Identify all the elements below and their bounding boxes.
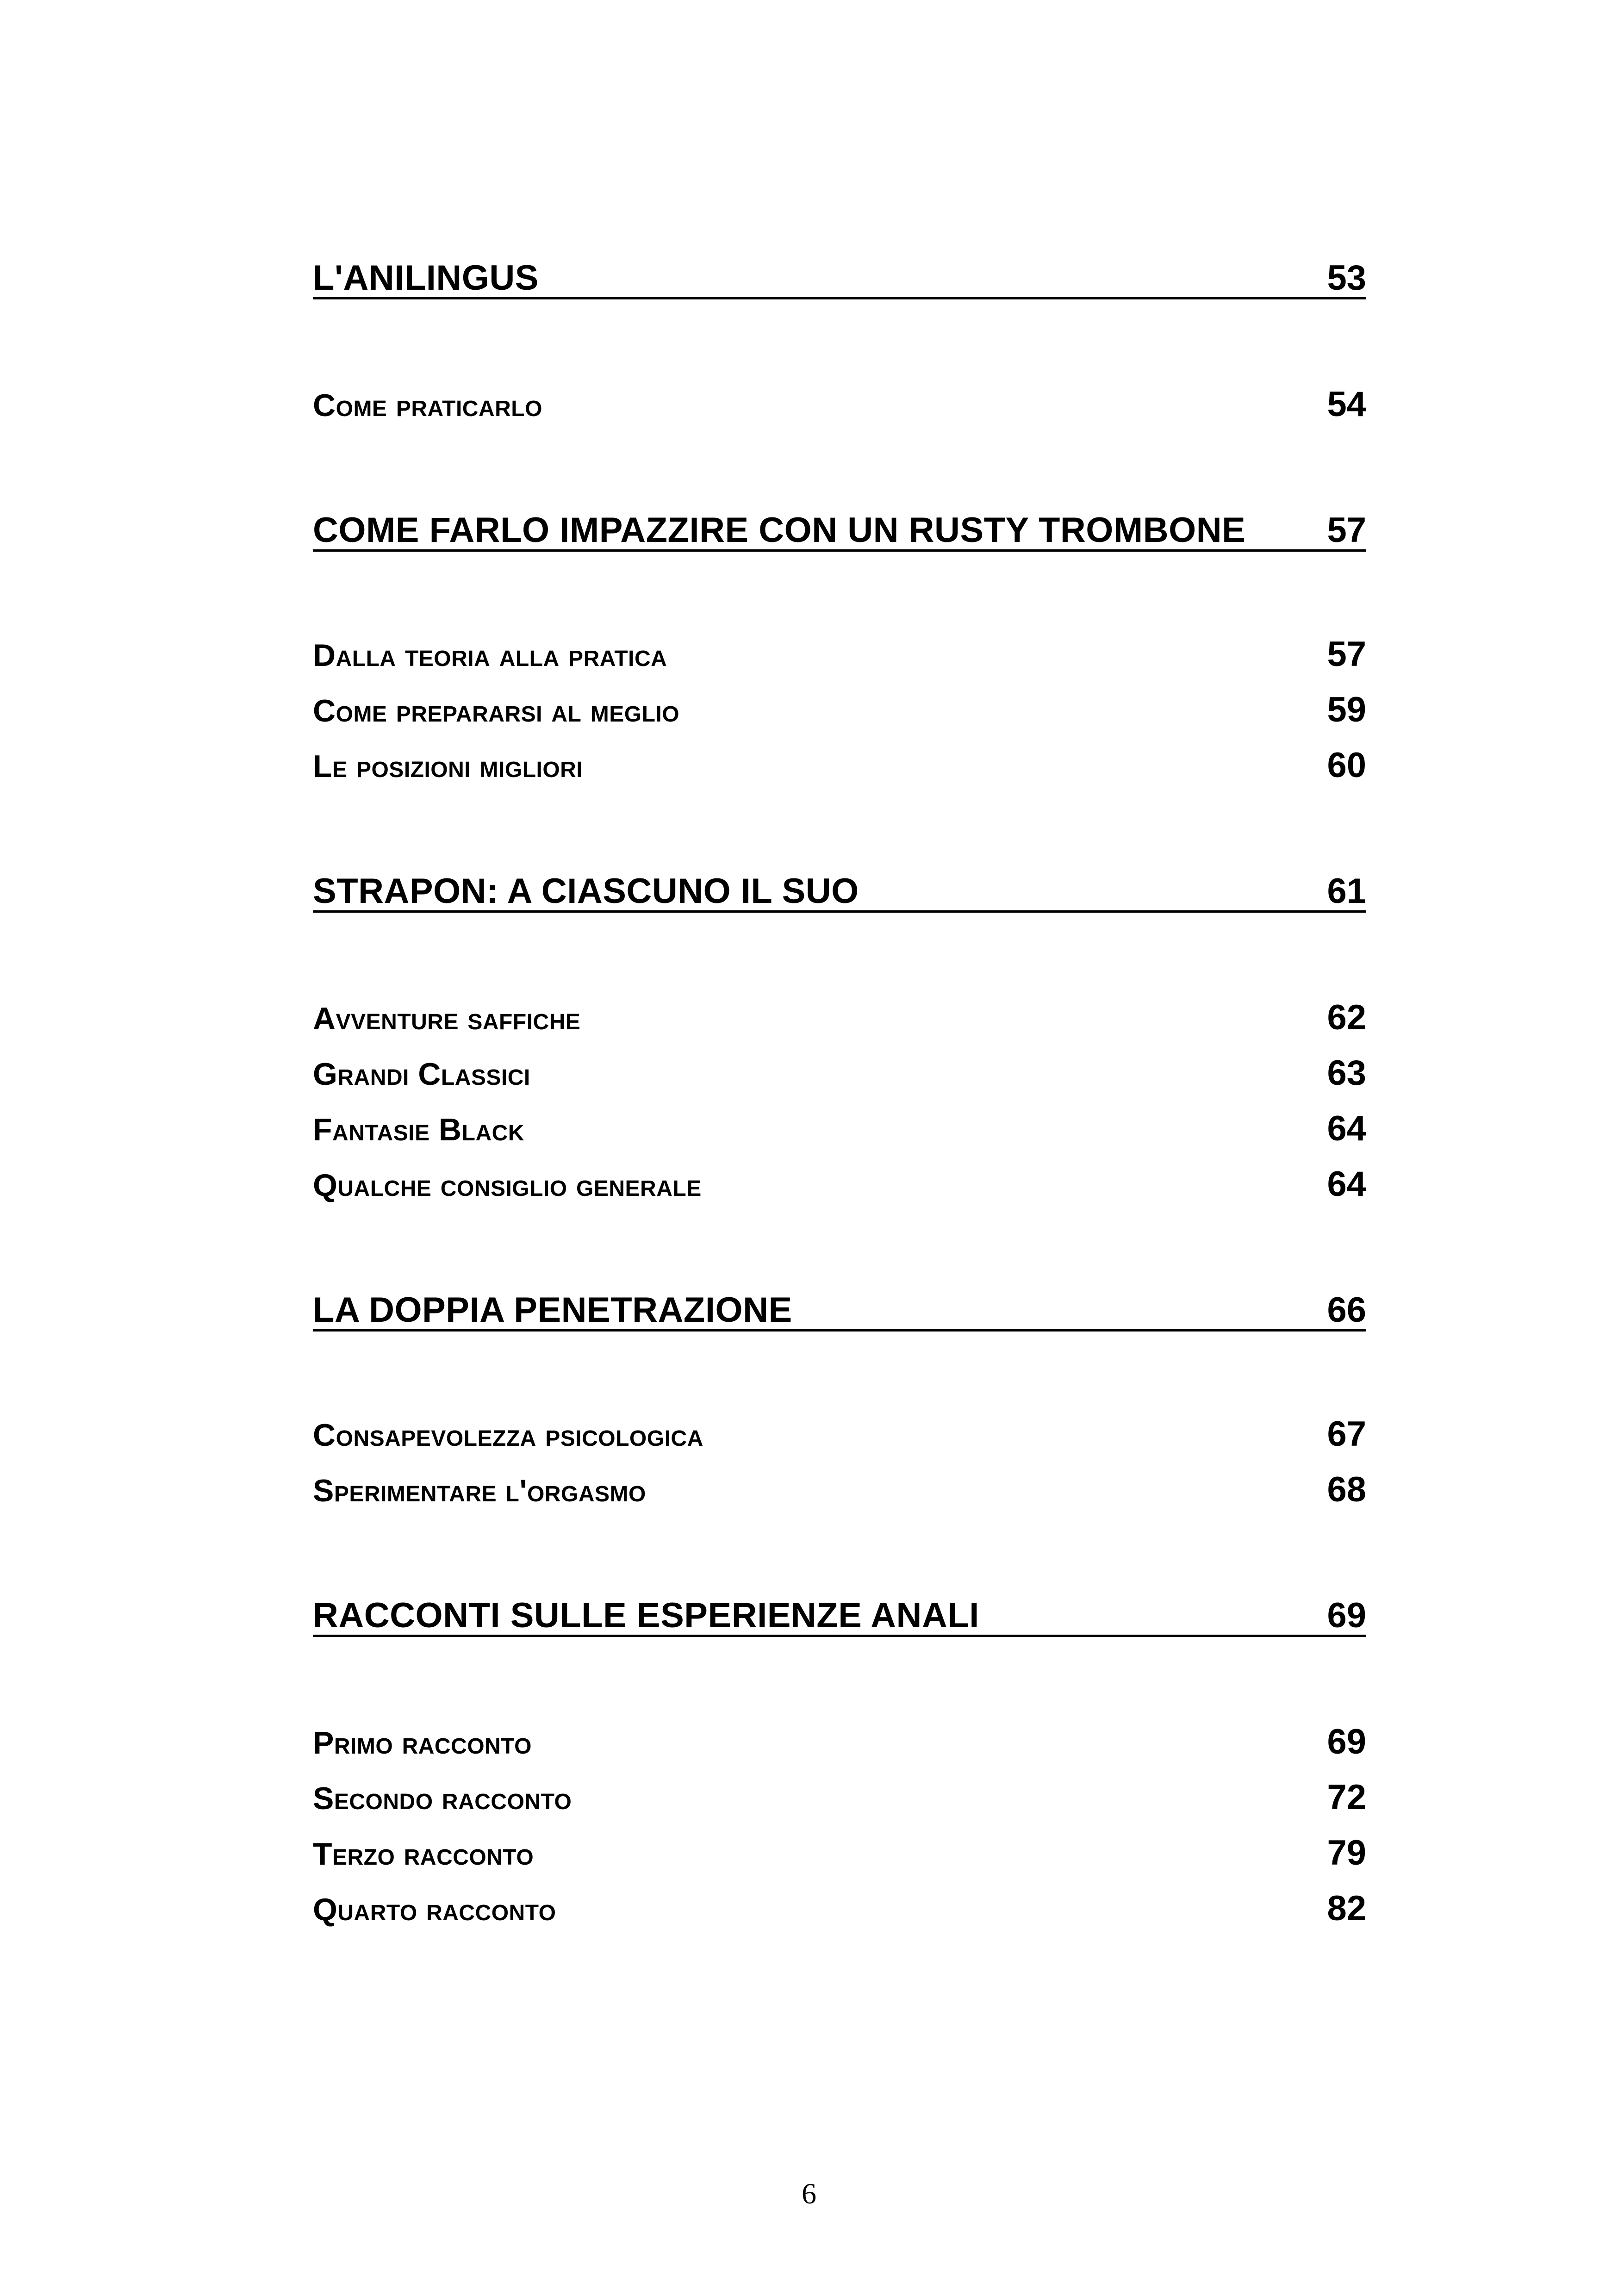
page-number: 57 [1327,510,1366,550]
section-title: Grandi Classici [313,1057,530,1092]
section-title: Consapevolezza psicologica [313,1418,703,1453]
page-number: 64 [1327,1109,1366,1148]
toc-chapter-row[interactable] [313,1597,1366,1637]
section-title: Primo racconto [313,1725,532,1761]
page-number: 69 [1327,1722,1366,1761]
page-number: 68 [1327,1470,1366,1509]
page-number: 82 [1327,1889,1366,1928]
toc-section-row[interactable] [313,386,1366,423]
section-title: Come praticarlo [313,388,542,423]
page-number: 69 [1327,1596,1366,1635]
page-number: 62 [1327,998,1366,1037]
section-title: Terzo racconto [313,1836,534,1872]
section-title: Quarto racconto [313,1892,556,1927]
toc-section-row[interactable] [313,1166,1366,1202]
section-title: Dalla teoria alla pratica [313,638,667,673]
toc-section-row[interactable] [313,1055,1366,1091]
table-of-contents [313,0,1366,2296]
section-title: Le posizioni migliori [313,749,583,784]
page-number: 54 [1327,385,1366,424]
toc-section-row[interactable] [313,1891,1366,1927]
page-number: 63 [1327,1053,1366,1093]
toc-section-row[interactable] [313,636,1366,672]
page-number: 66 [1327,1290,1366,1330]
chapter-title: STRAPON: A CIASCUNO IL SUO [313,871,859,911]
toc-section-row[interactable] [313,747,1366,784]
toc-section-row[interactable] [313,1416,1366,1452]
toc-section-row[interactable] [313,1724,1366,1760]
page-number: 72 [1327,1778,1366,1817]
page-folio: 6 [802,2177,816,2210]
page-number: 79 [1327,1833,1366,1873]
page-number: 53 [1327,258,1366,298]
toc-section-row[interactable] [313,1111,1366,1147]
toc-section-row[interactable] [313,692,1366,728]
page-number: 67 [1327,1414,1366,1454]
toc-chapter-row[interactable] [313,511,1366,552]
page-number: 60 [1327,746,1366,785]
chapter-title: COME FARLO IMPAZZIRE CON UN RUSTY TROMBONE [313,510,1246,550]
toc-chapter-row[interactable] [313,259,1366,299]
section-title: Fantasie Black [313,1112,524,1147]
page-number: 59 [1327,690,1366,729]
toc-section-row[interactable] [313,1472,1366,1508]
page-number: 64 [1327,1164,1366,1204]
chapter-title: L'ANILINGUS [313,258,539,298]
section-title: Avventure saffiche [313,1001,581,1036]
section-title: Secondo racconto [313,1781,572,1816]
chapter-title: LA DOPPIA PENETRAZIONE [313,1290,792,1330]
toc-chapter-row[interactable] [313,872,1366,913]
toc-section-row[interactable] [313,1000,1366,1036]
section-title: Sperimentare l'orgasmo [313,1473,646,1508]
section-title: Come prepararsi al meglio [313,693,680,728]
chapter-title: RACCONTI SULLE ESPERIENZE ANALI [313,1596,979,1635]
toc-section-row[interactable] [313,1780,1366,1816]
page-number: 61 [1327,871,1366,911]
section-title: Qualche consiglio generale [313,1168,702,1203]
toc-chapter-row[interactable] [313,1291,1366,1332]
toc-section-row[interactable] [313,1835,1366,1871]
page-number: 57 [1327,635,1366,674]
